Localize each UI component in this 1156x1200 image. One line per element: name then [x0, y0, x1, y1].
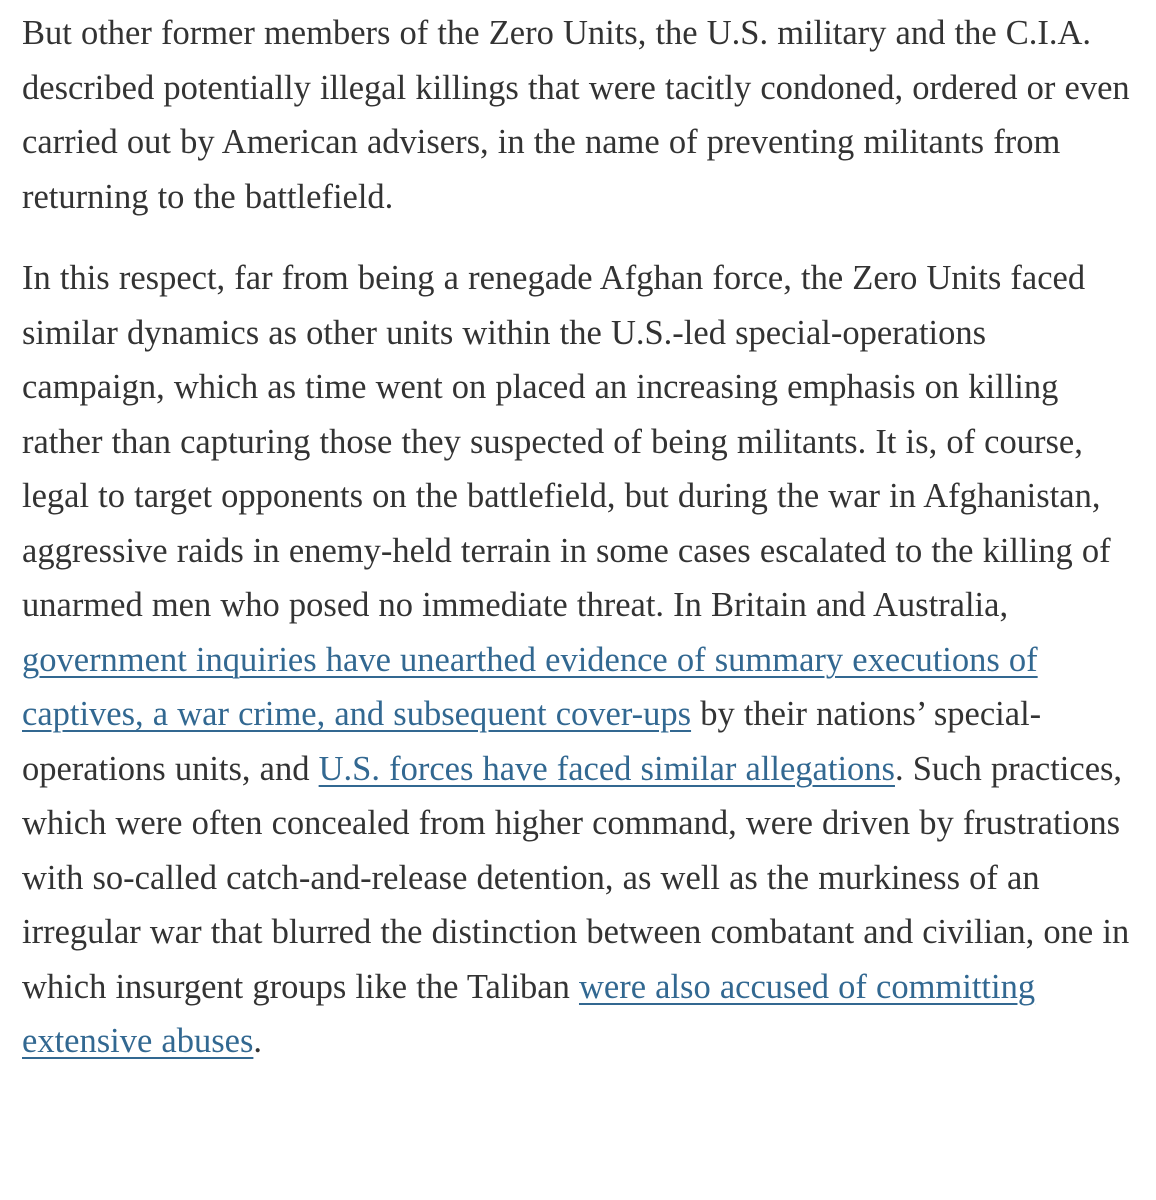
article-body — [22, 6, 1132, 1096]
paragraph-text: by their nations’ special-operations units, and — [22, 695, 1042, 788]
article-paragraph — [22, 251, 1132, 1069]
taliban-abuses-link[interactable]: were also accused of committing extensive abuses — [22, 967, 1036, 1060]
government-inquiries-link[interactable]: government inquiries have unearthed evidence of summary executions of captives, a war crime, and subsequent cover-ups — [22, 640, 1038, 733]
article-paragraph — [22, 6, 1132, 224]
paragraph-text: . Such practices, which were often concealed from higher command, were driven by frustrations with so-called catch-and-release detention, as well as the murkiness of an irregular war that blurred the distinction between combatant and civilian, one in which insurgent groups like the Taliban — [22, 749, 1130, 1006]
paragraph-text: In this respect, far from being a renegade Afghan force, the Zero Units faced similar dynamics as other units within the U.S.-led special-operations campaign, which as time went on placed an increasing emphasis on killing rather than capturing those they suspected of being militants. It is, of course, legal to target opponents on the battlefield, but during the war in Afghanistan, aggressive raids in enemy-held terrain in some cases escalated to the killing of unarmed men who posed no immediate threat. In Britain and Australia, — [22, 259, 1111, 624]
paragraph-text: . — [253, 1022, 263, 1060]
us-forces-allegations-link[interactable]: U.S. forces have faced similar allegations — [318, 749, 895, 788]
paragraph-text: But other former members of the Zero Units, the U.S. military and the C.I.A. described potentially illegal killings that were tacitly condoned, ordered or even carried out by American advisers, in the name of preventing militants from returning to the battlefield. — [22, 14, 1130, 216]
